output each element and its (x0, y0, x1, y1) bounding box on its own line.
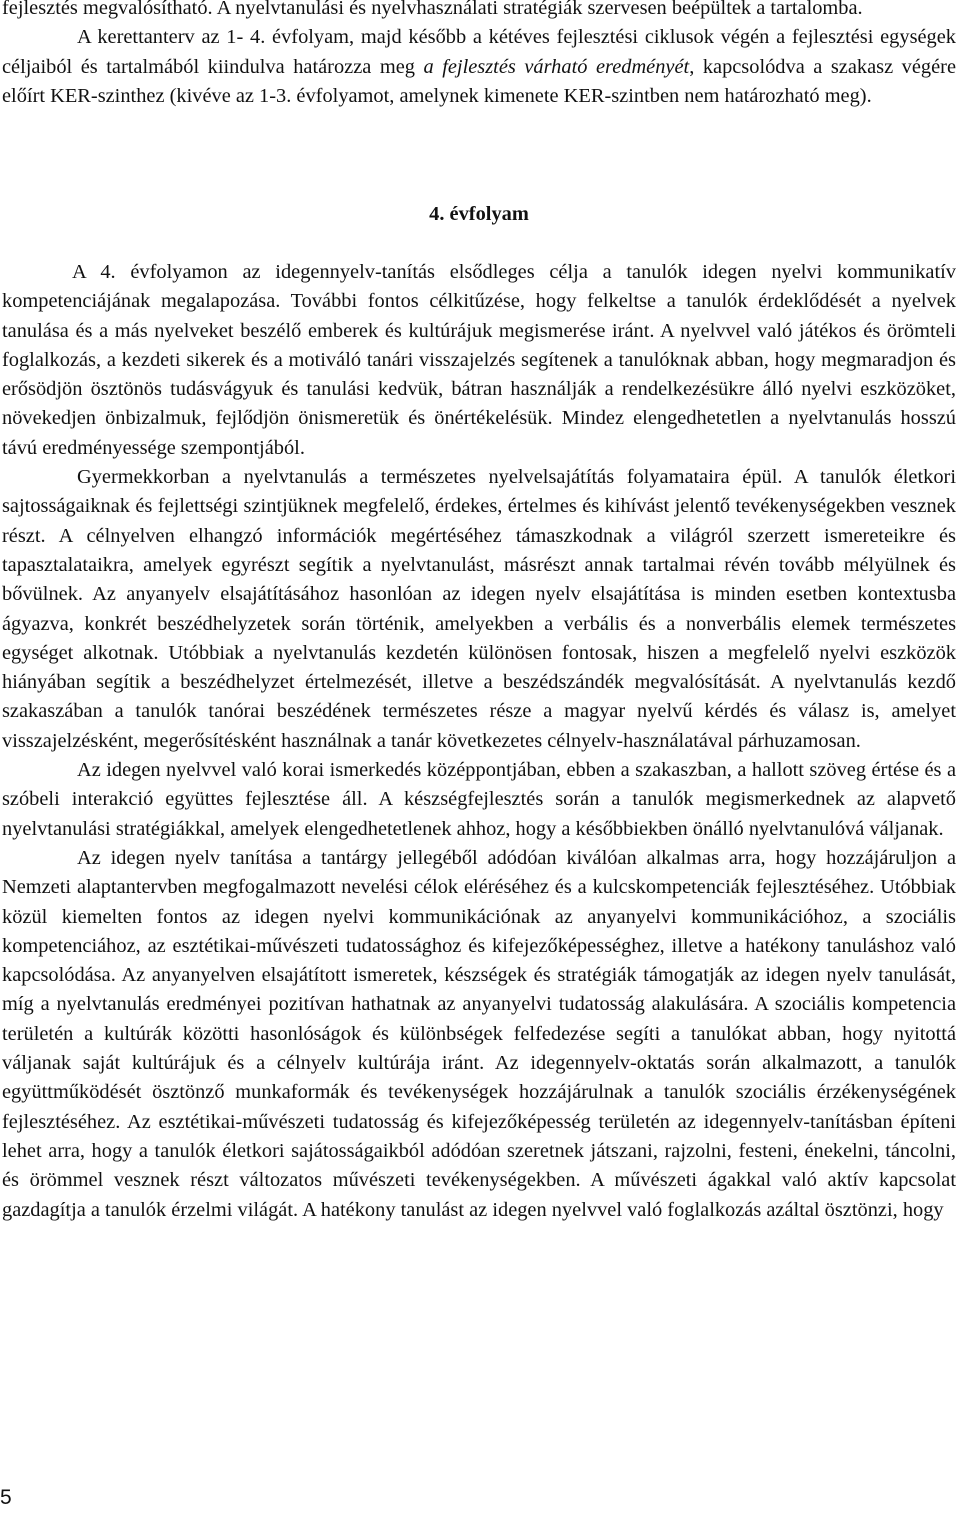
heading-section (2, 200, 956, 229)
section-heading: 4. évfolyam (429, 203, 529, 225)
intro-paragraph-1 (2, 0, 956, 23)
page-number: 5 (0, 1486, 12, 1509)
body-paragraph-4: Az idegen nyelv tanítása a tantárgy jellegéből adódóan kiválóan alkalmas arra, hogy hozzájáruljon a Nemzeti alaptantervben megfogalmazott nevelési célok eléréséhez és a kulcskompetenciák fejlesztéséhez. Utóbbiak közül kiemelten fontos az idegen nyelvi kommunikációnak az anyanyelvi kommunikációhoz, a szociális kompetenciához, az esztétikai-művészeti tudatossághoz és kifejezőképességhez, illetve a hatékony tanuláshoz való kapcsolódása. Az anyanyelven elsajátított ismeretek, készségek és stratégiák támogatják az idegen nyelv tanulását, míg a nyelvtanulás eredményei pozitívan hathatnak az anyanyelvi tudatosság alakulására. A szociális kompetencia területén a kultúrák közötti hasonlóságok és különbségek felfedezése segíti a tanulókat abban, hogy nyitottá váljanak saját kultúrájuk és a célnyelv kultúrája iránt. Az idegennyelv-oktatás során alkalmazott, a tanulók együttműködését ösztönző munkaformák és tevékenységek hozzájárulnak a tanulók szociális érzékenységének fejlesztéséhez. Az esztétikai-művészeti tudatosság és kifejezőképesség területén az idegennyelv-tanításban építeni lehet arra, hogy a tanulók életkori sajátosságaikból adódóan szeretnek játszani, rajzolni, festeni, énekelni, táncolni, és örömmel vesznek részt változatos művészeti tevékenységekben. A művészeti ágakkal való aktív kapcsolat gazdagítja a tanulók érzelmi világát. A hatékony tanulást az idegen nyelvvel való foglalkozás azáltal ösztönzi, hogy (2, 846, 956, 1221)
body-paragraph-3: Az idegen nyelvvel való korai ismerkedés középpontjában, ebben a szakaszban, a hallott szöveg értése és a szóbeli interakció együttes fejlesztése áll. A készségfejlesztés során a tanulók megismerkednek az alapvető nyelvtanulási stratégiákkal, amelyek elengedhetetlenek ahhoz, hogy a későbbiekben önálló nyelvtanulóvá váljanak. (2, 759, 956, 840)
body-paragraph-1: A 4. évfolyamon az idegennyelv-tanítás elsődleges célja a tanulók idegen nyelvi kommunikatív kompetenciájának megalapozása. További fontos célkitűzése, hogy felkeltse a tanulók érdeklődését a nyelvek tanulása és a más nyelveket beszélő emberek és kultúrájuk megismerése iránt. A nyelvvel való játékos és örömteli foglalkozás, a kezdeti sikerek és a motiváló tanári visszajelzés segítenek a tanulóknak abban, hogy megmaradjon és erősödjön ösztönös tudásvágyuk és tanulási kedvük, bátran használják a rendelkezésükre álló nyelvi eszközöket, növekedjen önbizalmuk, fejlődjön önismeretük és önértékelésük. Mindez elengedhetetlen a nyelvtanulás hosszú távú eredményessége szempontjából. (2, 261, 956, 459)
intro-paragraph-2 (2, 23, 956, 111)
body-paragraph-2: Gyermekkorban a nyelvtanulás a természetes nyelvelsajátítás folyamataira épül. A tanulók életkori sajtosságaiknak és fejlettségi szintjüknek megfelelő, érdekes, értelmes és kihívást jelentő tevékenységekben vesznek részt. A célnyelven elhangzó információk megértéséhez támaszkodnak a világról szerzett ismereteikre és tapasztalataikra, amelyek egyrészt segítik a nyelvtanulást, másrészt annak tartalmai révén tovább mélyülnek és bővülnek. Az anyanyelv elsajátításához hasonlóan az idegen nyelv elsajátítása is minden esetben kontextusba ágyazva, konkrét beszédhelyzetek során történik, amelyekben a verbális és a nonverbális elemek természetes egységet alkotnak. Utóbbiak a nyelvtanulás kezdetén különösen fontosak, hiszen a megfelelő nyelvi eszközök hiányában segítik a beszédhelyzet értelmezését, illetve a beszédszándék megvalósítását. A nyelvtanulás kezdő szakaszában a tanulók tanórai beszédének természetes része a magyar nyelvű kérdés és válasz is, amelyet visszajelzésként, megerősítésként használnak a tanár következetes célnyelv-használatával párhuzamosan. (2, 466, 956, 752)
text-run: A kerettanterv az 1- 4. évfolyam, majd később a kétéves fejlesztési ciklusok végén a fejlesztési egységek céljaiból és tartalmából kiindulva határozza meg (2, 26, 956, 78)
main-section (2, 258, 956, 1225)
text-run: fejlesztés megvalósítható. A nyelvtanulási és nyelvhasználati stratégiák szervesen beépültek a tartalomba. (2, 0, 863, 19)
text-run: , kapcsolódva a szakasz végére előírt KER-szinthez (kivéve az 1-3. évfolyamot, amelynek kimenete KER-szintben nem határozható meg). (2, 55, 956, 107)
intro-section (2, 0, 956, 111)
emphasis-text: a fejlesztés várható eredményét (423, 55, 690, 78)
